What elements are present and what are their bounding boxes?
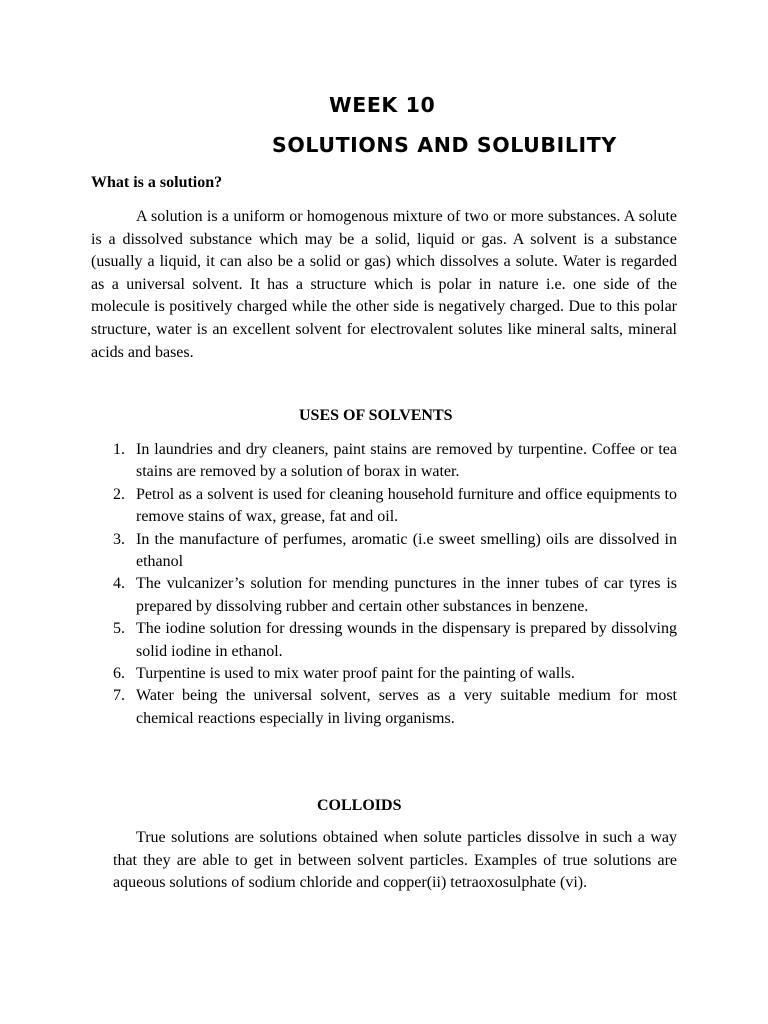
colloids-paragraph: True solutions are solutions obtained when solute particles dissolve in such a way that they are able to get in between solvent particles. Examples of true solutions are aqueous solutions of sodium chloride and copper(ii) tetraoxosulphate (vi). bbox=[113, 829, 677, 892]
uses-of-solvents-heading: USES OF SOLVENTS bbox=[299, 407, 453, 424]
list-item-number: 6. bbox=[113, 665, 125, 683]
list-item-text: Water being the universal solvent, serves as a very suitable medium for most chemical reactions especially in living organisms. bbox=[136, 687, 677, 727]
list-item bbox=[113, 685, 677, 730]
list-item-number: 1. bbox=[113, 441, 125, 458]
list-item-text: The iodine solution for dressing wounds in the dispensary is prepared by dissolving solid iodine in ethanol. bbox=[136, 620, 677, 660]
list-item bbox=[113, 439, 677, 484]
list-item-text: The vulcanizer’s solution for mending punctures in the inner tubes of car tyres is prepared by dissolving rubber and certain other substances in benzene. bbox=[136, 575, 677, 615]
colloids-heading: COLLOIDS bbox=[317, 797, 402, 814]
list-item bbox=[113, 618, 677, 663]
week-title: WEEK 10 bbox=[329, 93, 436, 117]
uses-of-solvents-list bbox=[113, 439, 677, 730]
list-item-text: In laundries and dry cleaners, paint stains are removed by turpentine. Coffee or tea stains are removed by a solution of borax in water. bbox=[136, 441, 677, 481]
list-item-number: 3. bbox=[113, 530, 125, 548]
list-item-number: 5. bbox=[113, 620, 125, 638]
list-item-number: 7. bbox=[113, 687, 125, 705]
list-item-text: Petrol as a solvent is used for cleaning household furniture and office equipments to remove stains of wax, grease, fat and oil. bbox=[136, 485, 677, 526]
list-item-number: 4. bbox=[113, 575, 125, 593]
list-item-text: Turpentine is used to mix water proof paint for the painting of walls. bbox=[136, 665, 575, 683]
topic-title: SOLUTIONS AND SOLUBILITY bbox=[272, 133, 617, 157]
list-item bbox=[113, 529, 677, 574]
list-item bbox=[113, 663, 677, 685]
list-item-number: 2. bbox=[113, 485, 125, 503]
list-item-text: In the manufacture of perfumes, aromatic (i.e sweet smelling) oils are dissolved in ethanol bbox=[136, 530, 677, 571]
list-item bbox=[113, 573, 677, 618]
solution-definition-paragraph: A solution is a uniform or homogenous mixture of two or more substances. A solute is a dissolved substance which may be a solid, liquid or gas. A solvent is a substance (usually a liquid, it can also be a solid or gas) which dissolves a solute. Water is regarded as a universal solvent. It has a structure which is polar in nature i.e. one side of the molecule is positively charged while the other side is negatively charged. Due to this polar structure, water is an excellent solvent for electrovalent solutes like mineral salts, mineral acids and bases. bbox=[91, 208, 677, 361]
what-is-solution-heading: What is a solution? bbox=[91, 174, 223, 191]
list-item bbox=[113, 484, 677, 529]
